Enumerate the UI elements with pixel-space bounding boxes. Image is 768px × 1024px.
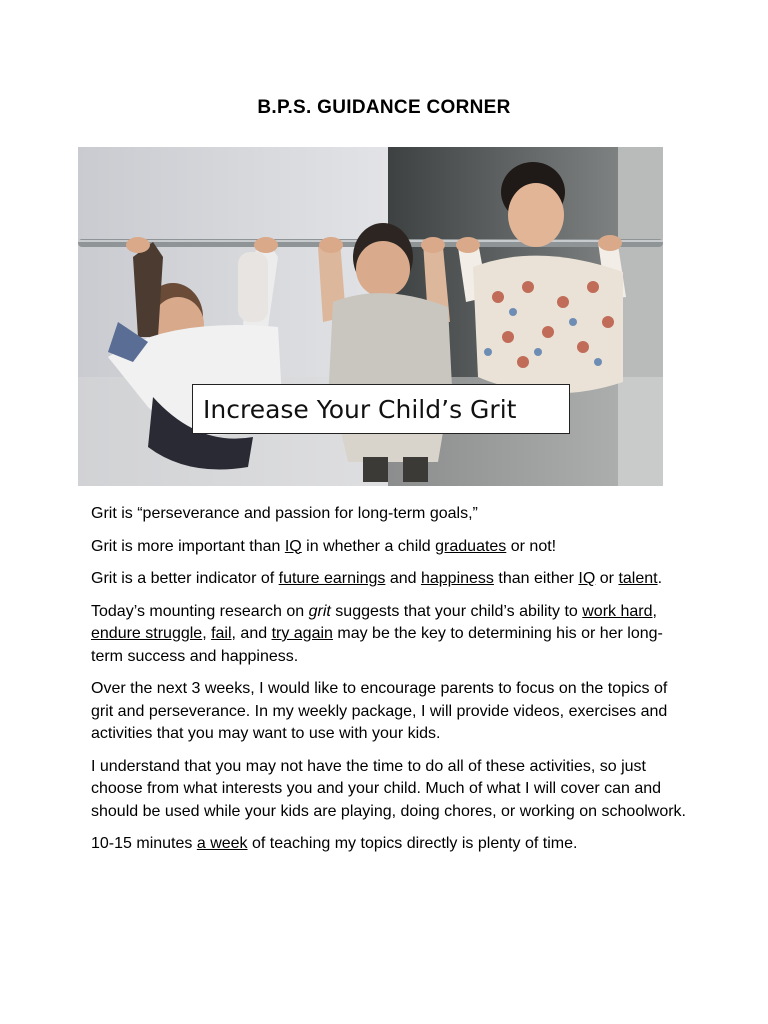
text-run: ,: [652, 602, 657, 620]
text-run: Grit is a better indicator of: [91, 570, 279, 587]
underlined-term: work hard: [582, 602, 653, 620]
underlined-term: fail: [211, 625, 232, 642]
paragraph-minutes: [91, 833, 691, 856]
text-run: in whether a child: [301, 537, 436, 555]
text-run: than either: [493, 570, 579, 587]
paragraph-next-weeks: Over the next 3 weeks, I would like to encourage parents to focus on the topics of grit and perseverance. In my weekly package, I will provide videos, exercises and activities that you may want to use with your kids.: [91, 680, 668, 742]
underlined-term: IQ: [578, 570, 596, 587]
underlined-term: a week: [196, 835, 248, 852]
underlined-term: happiness: [420, 570, 494, 587]
text-run: , and: [231, 625, 272, 642]
underlined-term: endure struggle: [91, 625, 203, 642]
paragraph-time: I understand that you may not have the time to do all of these activities, so just choose from what interests you and your child. Much of what I will cover can and should be used while your kids are playing, doing chores, or working on schoolwork.: [91, 757, 686, 820]
article-body: [91, 503, 691, 866]
text-run: or: [595, 570, 619, 587]
text-run: ,: [202, 625, 212, 642]
text-run: Today’s mounting research on: [91, 602, 309, 620]
underlined-term: try again: [271, 625, 333, 642]
photo-caption: Increase Your Child’s Grit: [192, 384, 570, 434]
underlined-term: future earnings: [278, 570, 386, 587]
italic-term: grit: [308, 602, 331, 620]
text-run: 10-15 minutes: [91, 835, 197, 852]
text-run: may be the key to determining his or her long-term success and happiness.: [91, 625, 663, 665]
text-run: of teaching my topics directly is plenty of time.: [247, 835, 578, 852]
page-title: B.P.S. GUIDANCE CORNER: [257, 97, 511, 118]
underlined-term: talent: [618, 570, 658, 587]
underlined-term: graduates: [435, 537, 507, 555]
underlined-term: IQ: [284, 537, 302, 555]
children-pull-up-photo: [78, 147, 663, 486]
text-run: and: [385, 570, 421, 587]
text-run: Grit is more important than: [91, 537, 285, 555]
paragraph-grit-vs-iq: [91, 536, 691, 559]
paragraph-grit-indicator: [91, 568, 691, 591]
paragraph-grit-definition: Grit is “perseverance and passion for long-term goals,”: [91, 505, 478, 522]
paragraph-research: [91, 601, 691, 669]
text-run: .: [657, 570, 663, 587]
text-run: suggests that your child’s ability to: [330, 602, 583, 620]
text-run: or not!: [506, 537, 557, 555]
